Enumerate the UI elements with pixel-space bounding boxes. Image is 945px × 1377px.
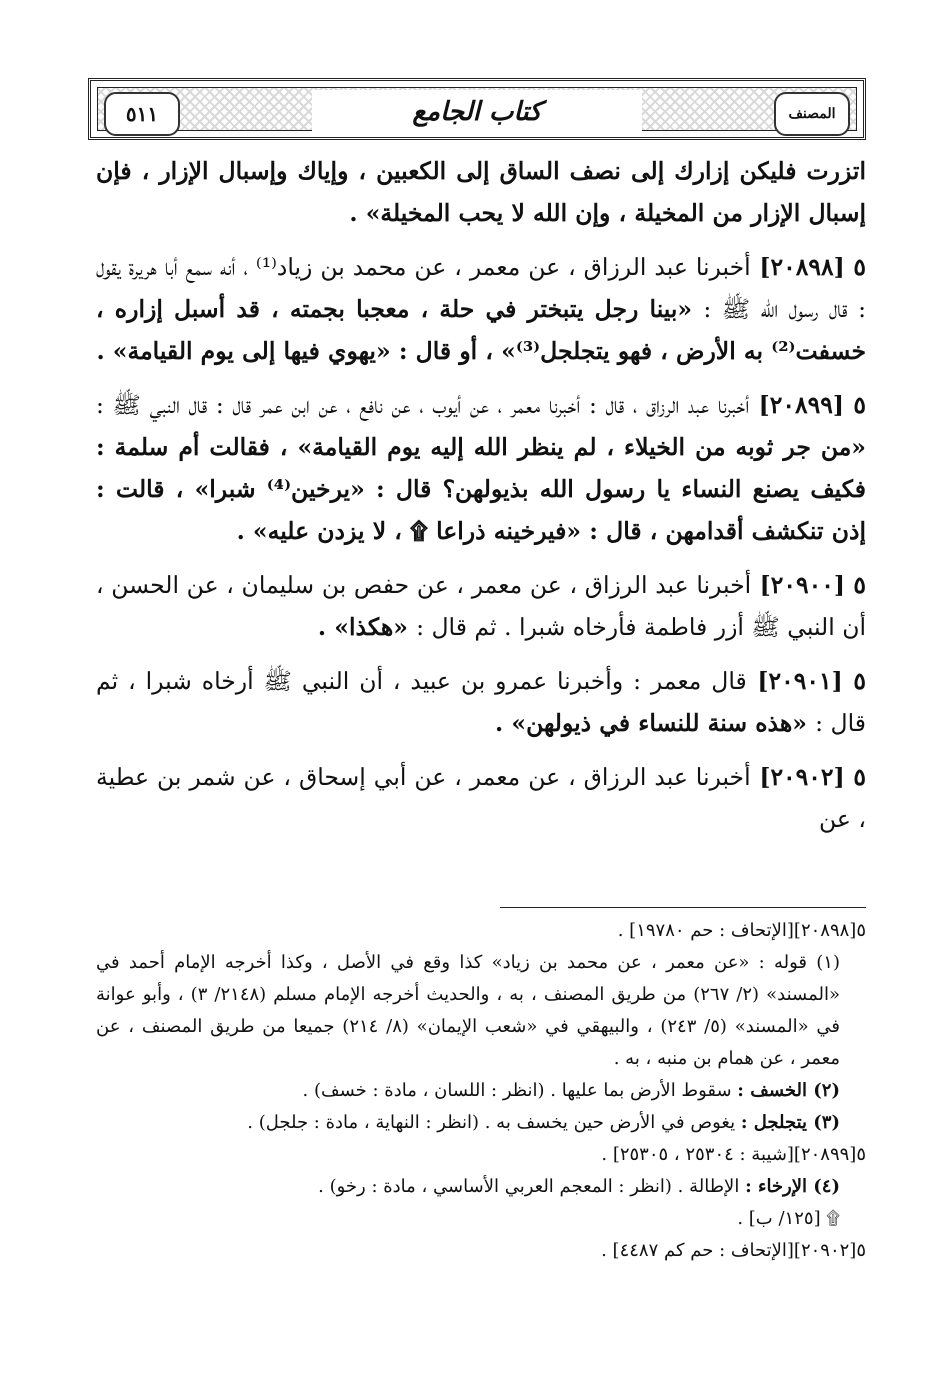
hadith-marker: ٥ xyxy=(853,571,866,599)
footnote-term: (٢) الخسف : xyxy=(737,1080,840,1101)
footnote-term: (٣) يتجلجل : xyxy=(740,1112,840,1133)
hadith-matn: «هذه سنة للنساء في ذيولهن» . xyxy=(495,709,807,737)
hadith-matn: «هكذا» . xyxy=(317,613,408,641)
emblem-label: المصنف xyxy=(788,106,836,122)
hadith-number: [٢٠٨٩٨] xyxy=(759,253,845,281)
footnote-1: (١) قوله : «عن معمر ، عن محمد بن زياد» كذا وقع في الأصل ، وكذا أخرجه الإمام أحمد في «المسند» (٢/ ٢٦٧) من طريق المصنف ، به ، والحديث أخرجه الإمام مسلم (٢١٤٨/ ٣) ، وأبو عوانة في «المسند» (٥/ ٢٤٣) ، والبيهقي في «شعب الإيمان» (٨/ ٢١٤) جميعا من طريق المصنف ، عن معمر ، عن همام بن منبه ، به . xyxy=(96,952,840,1069)
hadith-matn: «من جر ثوبه من الخيلاء ، لم ينظر الله إليه يوم القيامة» ، فقالت أم سلمة : فكيف يصنع النساء يا رسول الله بذيولهن؟ قال : «يرخين⁽⁴⁾ شبرا» ، قالت : إذن تنكشف أقدامهن ، قال : «فيرخينه ذراعا ۩ ، لا يزدن عليه» . xyxy=(96,433,866,545)
source-note-20898: ٥[٢٠٨٩٨][الإتحاف : حم ١٩٧٨٠] . xyxy=(617,920,866,941)
hadith-matn: «بينا رجل يتبختر في حلة ، معجبا بجمته ، قد أسبل إزاره ، خسفت⁽²⁾ به الأرض ، فهو يتجلجل⁽³⁾» ، أو قال : «يهوي فيها إلى يوم القيامة» . xyxy=(96,295,866,365)
hadith-20898 xyxy=(96,246,866,372)
hadith-marker: ٥ xyxy=(853,253,867,281)
hadith-number: [٢٠٩٠١] xyxy=(757,667,843,695)
folio-note: ۩ [١٢٥/ ب] . xyxy=(737,1208,840,1229)
footnotes xyxy=(96,915,866,1267)
footnote-gloss: سقوط الأرض بما عليها . (انظر : اللسان ، مادة : خسف) . xyxy=(302,1080,732,1101)
footnote-gloss: الإطالة . (انظر : المعجم العربي الأساسي ، مادة : رخو) . xyxy=(318,1176,740,1197)
source-note-20899: ٥[٢٠٨٩٩][شيبة : ٢٥٣٠٤ ، ٢٥٣٠٥] . xyxy=(601,1144,866,1165)
continuation-paragraph: اتزرت فليكن إزارك إلى نصف الساق إلى الكعبين ، وإياك وإسبال الإزار ، فإن إسبال الإزار من المخيلة ، وإن الله لا يحب المخيلة» . xyxy=(96,157,866,227)
hadith-20900 xyxy=(96,564,866,648)
hadith-marker: ٥ xyxy=(853,763,866,791)
footnote-divider xyxy=(500,907,866,908)
page-header xyxy=(88,78,866,140)
header-title-box xyxy=(312,90,642,134)
hadith-isnad: أخبرنا عبد الرزاق ، عن معمر ، عن محمد بن زياد⁽¹⁾ ، أنه سمع أبا هريرة يقول : قال رسول الله ﷺ : xyxy=(96,253,866,323)
hadith-20902 xyxy=(96,756,866,840)
hadith-number: [٢٠٨٩٩] xyxy=(758,391,845,419)
source-note-20902: ٥[٢٠٩٠٢][الإتحاف : حم كم ٤٤٨٧] . xyxy=(601,1240,866,1261)
hadith-isnad: قال معمر : وأخبرنا عمرو بن عبيد ، أن النبي ﷺ أرخاه شبرا ، ثم قال : xyxy=(96,667,866,737)
hadith-20901 xyxy=(96,660,866,744)
main-text xyxy=(96,150,866,840)
page-number: ٥١١ xyxy=(125,102,159,126)
hadith-number: [٢٠٩٠٢] xyxy=(759,763,845,791)
book-emblem-icon xyxy=(774,92,850,136)
hadith-isnad: أخبرنا عبد الرزاق ، قال : أخبرنا معمر ، عن أيوب ، عن نافع ، عن ابن عمر قال : قال النبي ﷺ : xyxy=(96,391,750,419)
hadith-isnad: أخبرنا عبد الرزاق ، عن معمر ، عن حفص بن سليمان ، عن الحسن ، أن النبي ﷺ أزر فاطمة فأرخاه شبرا . ثم قال : xyxy=(96,571,866,641)
hadith-isnad: أخبرنا عبد الرزاق ، عن معمر ، عن أبي إسحاق ، عن شمر بن عطية ، عن xyxy=(96,763,866,833)
hadith-number: [٢٠٩٠٠] xyxy=(759,571,845,599)
chapter-title: كتاب الجامع xyxy=(412,97,542,127)
hadith-marker: ٥ xyxy=(853,391,866,419)
footnote-3 xyxy=(96,1107,866,1139)
footnote-term: (٤) الإرخاء : xyxy=(745,1176,840,1197)
footnote-gloss: يغوص في الأرض حين يخسف به . (انظر : النهاية ، مادة : جلجل) . xyxy=(247,1112,736,1133)
header-ornament-band xyxy=(97,87,857,131)
hadith-20899 xyxy=(96,384,866,552)
hadith-marker: ٥ xyxy=(853,667,866,695)
footnote-2 xyxy=(96,1075,866,1107)
page-number-cartouche xyxy=(104,92,180,136)
footnote-4 xyxy=(96,1171,866,1203)
